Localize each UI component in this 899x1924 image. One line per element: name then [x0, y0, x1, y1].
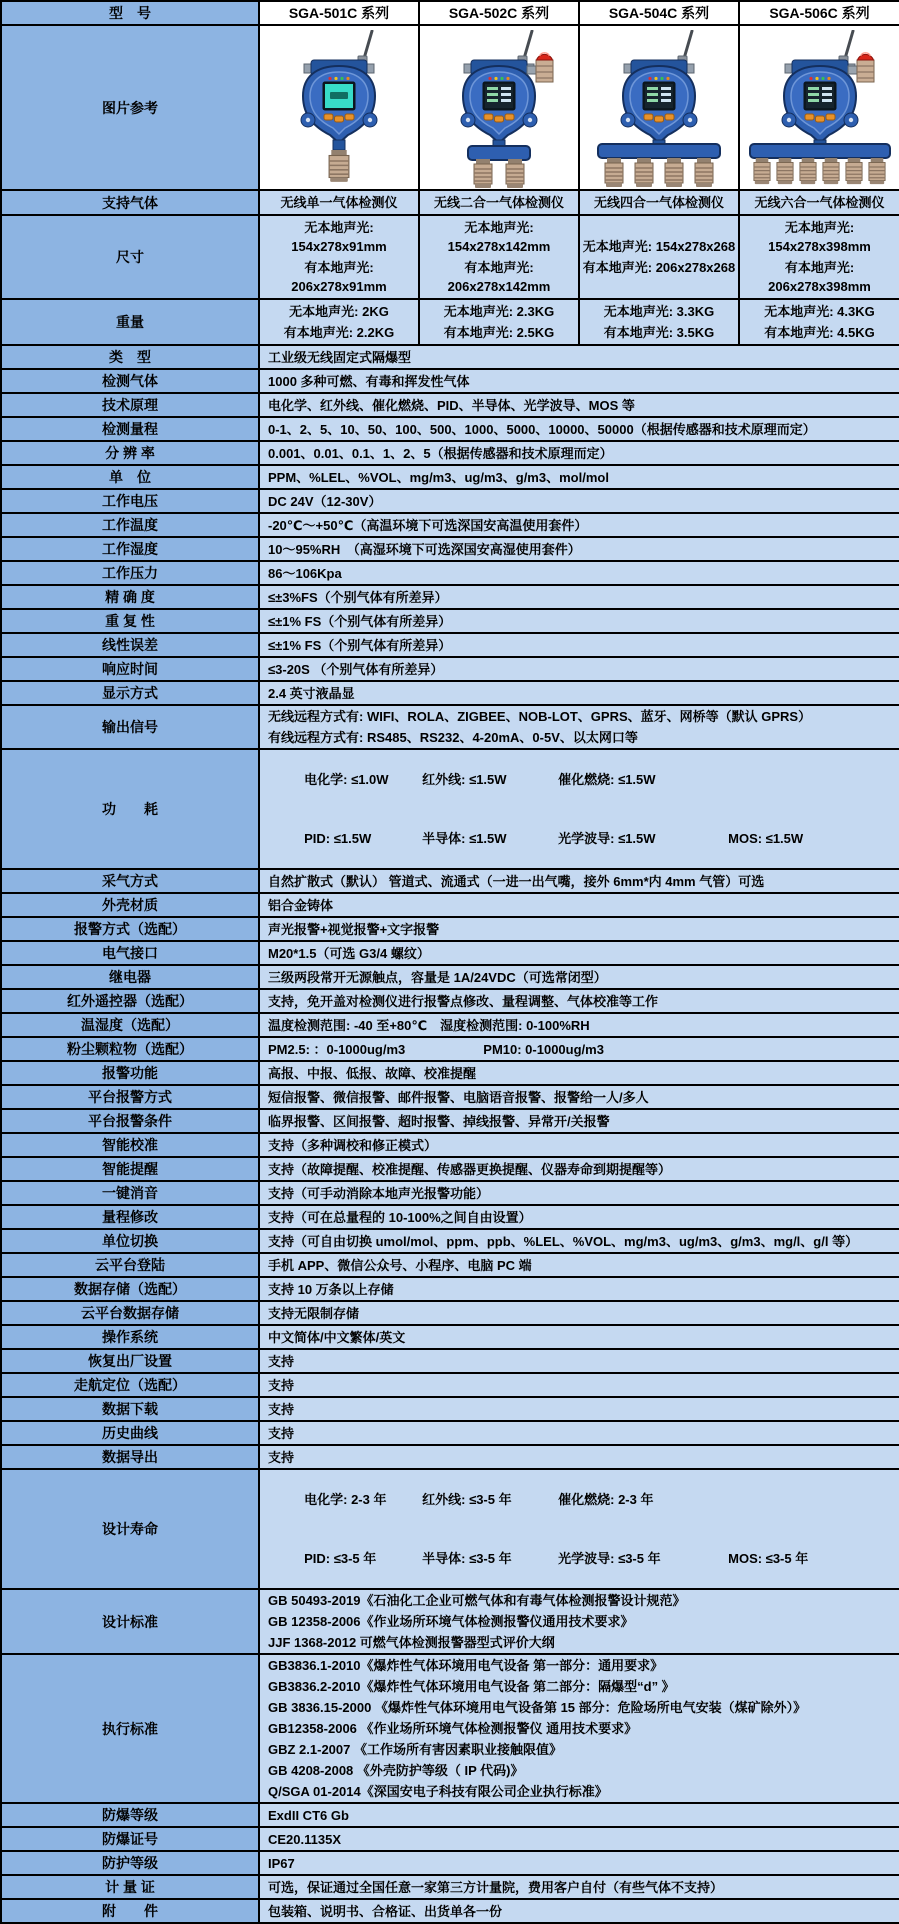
spec-line: GB 3836.15-2000 《爆炸性气体环境用电气设备第 15 部分：危险场所电气安装（煤矿除外）》 [268, 1700, 807, 1715]
spec-value [259, 893, 899, 917]
spec-line: GB 12358-2006《作业场所环境气体检测报警仪通用技术要求》 [268, 1614, 634, 1629]
weight-cell: 无本地声光: 4.3KG 有本地声光: 4.5KG [739, 299, 899, 345]
spec-line: 0-1、2、5、10、50、100、500、1000、5000、10000、50000（根据传感器和技术原理而定） [268, 421, 816, 437]
spec-row [1, 657, 899, 681]
spec-line: ExdII CT6 Gb [268, 1807, 349, 1823]
spec-value [259, 705, 899, 749]
spec-line: 声光报警+视觉报警+文字报警 [268, 921, 440, 937]
spec-row [1, 1397, 899, 1421]
spec-row [1, 1229, 899, 1253]
spec-label: 检测量程 [1, 417, 259, 441]
spec-line: 支持 [268, 1425, 295, 1441]
spec-label: 工作温度 [1, 513, 259, 537]
manifold [598, 144, 720, 158]
size-cell: 无本地声光: 154x278x91mm 有本地声光: 206x278x91mm [259, 215, 419, 299]
spec-line: ≤±1% FS（个别气体有所差异） [268, 613, 452, 629]
spec-row [1, 537, 899, 561]
spec-value [259, 345, 899, 369]
spec-value [259, 1349, 899, 1373]
spec-label: 分 辨 率 [1, 441, 259, 465]
spec-value [259, 465, 899, 489]
spec-line: 0.001、0.01、0.1、1、2、5（根据传感器和技术原理而定） [268, 445, 613, 461]
spec-value [259, 369, 899, 393]
spec-value [259, 681, 899, 705]
spec-label: 粉尘颗粒物（选配） [1, 1037, 259, 1061]
size-cell: 无本地声光: 154x278x268 有本地声光: 206x278x268 [579, 215, 739, 299]
spec-value [259, 633, 899, 657]
image-cell [419, 25, 579, 190]
spec-label: 采气方式 [1, 869, 259, 893]
spec-line: 无线远程方式有: WIFI、ROLA、ZIGBEE、NOB-LOT、GPRS、蓝牙、网桥等（默认 GPRS） [268, 709, 812, 724]
spec-line: GB 50493-2019《石油化工企业可燃气体和有毒气体检测报警设计规范》 [268, 1593, 686, 1608]
spec-line: 支持无限制存储 [268, 1305, 360, 1321]
spec-label: 继电器 [1, 965, 259, 989]
spec-line: 温度检测范围: -40 至+80℃ 湿度检测范围: 0-100%RH [268, 1017, 590, 1033]
spec-line: M20*1.5（可选 G3/4 螺纹） [268, 945, 430, 961]
spec-label: 响应时间 [1, 657, 259, 681]
spec-value [259, 489, 899, 513]
spec-line: GBZ 2.1-2007 《工作场所有害因素职业接触限值》 [268, 1742, 562, 1757]
spec-line: 临界报警、区间报警、超时报警、掉线报警、异常开/关报警 [268, 1113, 610, 1129]
spec-rows-block-3 [1, 1589, 899, 1923]
spec-row [1, 369, 899, 393]
spec-row [1, 1061, 899, 1085]
spec-row [1, 561, 899, 585]
spec-label: 一键消音 [1, 1181, 259, 1205]
spec-line: 支持 [268, 1353, 295, 1369]
spec-row [1, 1851, 899, 1875]
spec-row [1, 1109, 899, 1133]
spec-row [1, 441, 899, 465]
spec-row [1, 1589, 899, 1654]
spec-value [259, 1445, 899, 1469]
spec-label: 尺寸 [1, 215, 259, 299]
spec-row [1, 1421, 899, 1445]
spec-row [1, 1654, 899, 1803]
spec-row [1, 465, 899, 489]
spec-row [1, 1301, 899, 1325]
spec-line: 支持（故障提醒、校准提醒、传感器更换提醒、仪器寿命到期提醒等） [268, 1161, 672, 1177]
spec-value [259, 917, 899, 941]
spec-label: 类 型 [1, 345, 259, 369]
spec-line: 支持 [268, 1401, 295, 1417]
spec-label: 设计标准 [1, 1589, 259, 1654]
spec-value [259, 1061, 899, 1085]
spec-label: 走航定位（选配） [1, 1373, 259, 1397]
spec-row [1, 633, 899, 657]
power-segment: 红外线: ≤1.5W [422, 772, 507, 787]
spec-row [1, 893, 899, 917]
spec-line: ≤±1% FS（个别气体有所差异） [268, 637, 452, 653]
spec-line: CE20.1135X [268, 1831, 342, 1847]
spec-value [259, 749, 899, 869]
spec-row [1, 1085, 899, 1109]
spec-label: 附 件 [1, 1899, 259, 1923]
spec-value [259, 1654, 899, 1803]
spec-label: 数据存储（选配） [1, 1277, 259, 1301]
spec-value [259, 1253, 899, 1277]
spec-line: 三级两段常开无源触点，容量是 1A/24VDC（可选常闭型） [268, 969, 607, 985]
spec-row [1, 1133, 899, 1157]
spec-line: 高报、中报、低报、故障、校准提醒 [268, 1065, 477, 1081]
spec-line: 10～95%RH （高湿环境下可选深国安高湿使用套件） [268, 541, 581, 557]
spec-value [259, 513, 899, 537]
spec-row [1, 965, 899, 989]
spec-row [1, 1253, 899, 1277]
spec-value [259, 1277, 899, 1301]
device-image-sga-501c [264, 30, 414, 188]
spec-label: 输出信号 [1, 705, 259, 749]
spec-row [1, 1325, 899, 1349]
size-row [1, 215, 899, 299]
spec-label: 平台报警方式 [1, 1085, 259, 1109]
spec-line: ≤±3%FS（个别气体有所差异） [268, 589, 448, 605]
spec-value [259, 441, 899, 465]
spec-row [1, 705, 899, 749]
spec-label: 历史曲线 [1, 1421, 259, 1445]
spec-line: 短信报警、微信报警、邮件报警、电脑语音报警、报警给一人/多人 [268, 1089, 649, 1105]
lifetime-segment: 半导体: ≤3-5 年 [422, 1551, 512, 1566]
spec-row [1, 489, 899, 513]
spec-label: 精 确 度 [1, 585, 259, 609]
spec-row [1, 1013, 899, 1037]
manifold [750, 144, 890, 158]
spec-label: 恢复出厂设置 [1, 1349, 259, 1373]
spec-line: GB3836.1-2010《爆炸性气体环境用电气设备 第一部分：通用要求》 [268, 1658, 664, 1673]
header-and-fixed-rows [1, 1, 899, 345]
spec-row-power [1, 749, 899, 869]
spec-value [259, 1013, 899, 1037]
spec-row [1, 681, 899, 705]
spec-row [1, 1157, 899, 1181]
spec-value [259, 1397, 899, 1421]
spec-label: 功 耗 [1, 749, 259, 869]
spec-label: 防爆等级 [1, 1803, 259, 1827]
spec-line: 电化学、红外线、催化燃烧、PID、半导体、光学波导、MOS 等 [268, 397, 635, 413]
spec-row [1, 513, 899, 537]
model-name-sga-506c: SGA-506C 系列 [739, 1, 899, 25]
spec-label: 数据导出 [1, 1445, 259, 1469]
spec-line: GB12358-2006 《作业场所环境气体检测报警仪 通用技术要求》 [268, 1721, 638, 1736]
spec-row [1, 1349, 899, 1373]
supported-gas-row [1, 190, 899, 215]
spec-row [1, 917, 899, 941]
spec-row [1, 1181, 899, 1205]
spec-line: 支持 [268, 1449, 295, 1465]
spec-value [259, 657, 899, 681]
spec-value [259, 1325, 899, 1349]
spec-line: 支持（可在总量程的 10-100%之间自由设置） [268, 1209, 532, 1225]
spec-label: 重 复 性 [1, 609, 259, 633]
spec-line: 中文简体/中文繁体/英文 [268, 1329, 406, 1345]
spec-label: 电气接口 [1, 941, 259, 965]
model-name-sga-502c: SGA-502C 系列 [419, 1, 579, 25]
spec-row [1, 345, 899, 369]
spec-line: 铝合金铸体 [268, 897, 334, 913]
spec-label: 云平台登陆 [1, 1253, 259, 1277]
image-cell [739, 25, 899, 190]
spec-line: 有线远程方式有: RS485、RS232、4-20mA、0-5V、以太网口等 [268, 730, 638, 745]
supported-gas-cell: 无线单一气体检测仪 [259, 190, 419, 215]
spec-value [259, 1373, 899, 1397]
spec-row [1, 1827, 899, 1851]
spec-rows-block-1 [1, 345, 899, 749]
spec-row [1, 941, 899, 965]
spec-value [259, 585, 899, 609]
spec-value [259, 609, 899, 633]
spec-line: 支持 [268, 1377, 295, 1393]
spec-row [1, 1899, 899, 1923]
spec-value [259, 1181, 899, 1205]
power-segment: 催化燃烧: ≤1.5W [558, 772, 656, 787]
spec-value [259, 989, 899, 1013]
spec-value [259, 1157, 899, 1181]
spec-line: PM2.5: ：0-1000ug/m3 PM10: 0-1000ug/m3 [268, 1041, 604, 1057]
lifetime-row-block [1, 1469, 899, 1589]
spec-line: 1000 多种可燃、有毒和挥发性气体 [268, 373, 470, 389]
spec-value [259, 965, 899, 989]
spec-line: 支持，免开盖对检测仪进行报警点修改、量程调整、气体校准等工作 [268, 993, 659, 1009]
lifetime-segment: PID: ≤3-5 年 [304, 1551, 377, 1566]
spec-label: 智能校准 [1, 1133, 259, 1157]
spec-line: 2.4 英寸液晶显 [268, 685, 355, 701]
spec-row [1, 1277, 899, 1301]
spec-line: 86～106Kpa [268, 565, 342, 581]
weight-cell: 无本地声光: 3.3KG 有本地声光: 3.5KG [579, 299, 739, 345]
spec-line: JJF 1368-2012 可燃气体检测报警器型式评价大纲 [268, 1635, 555, 1650]
spec-value [259, 537, 899, 561]
spec-label: 报警方式（选配） [1, 917, 259, 941]
size-cell: 无本地声光: 154x278x142mm 有本地声光: 206x278x142mm [419, 215, 579, 299]
spec-line: -20℃～+50℃（高温环境下可选深国安高温使用套件） [268, 517, 588, 533]
model-name-sga-504c: SGA-504C 系列 [579, 1, 739, 25]
spec-row [1, 1205, 899, 1229]
spec-line: GB3836.2-2010《爆炸性气体环境用电气设备 第二部分：隔爆型“d” 》 [268, 1679, 675, 1694]
spec-line: ≤3-20S （个别气体有所差异） [268, 661, 444, 677]
spec-label: 外壳材质 [1, 893, 259, 917]
spec-value [259, 561, 899, 585]
spec-line: 手机 APP、微信公众号、小程序、电脑 PC 端 [268, 1257, 532, 1273]
image-cell [259, 25, 419, 190]
image-row-label: 图片参考 [1, 25, 259, 190]
spec-row [1, 989, 899, 1013]
spec-value [259, 417, 899, 441]
lifetime-segment: 红外线: ≤3-5 年 [422, 1492, 512, 1507]
supported-gas-cell: 无线六合一气体检测仪 [739, 190, 899, 215]
spec-label: 红外遥控器（选配） [1, 989, 259, 1013]
device-image-sga-506c [745, 30, 895, 188]
spec-row [1, 869, 899, 893]
size-cell: 无本地声光: 154x278x398mm 有本地声光: 206x278x398mm [739, 215, 899, 299]
spec-label: 线性误差 [1, 633, 259, 657]
spec-line: 自然扩散式（默认） 管道式、流通式（一进一出气嘴，接外 6mm*内 4mm 气管）可选 [268, 873, 765, 889]
spec-label: 工作压力 [1, 561, 259, 585]
spec-line: 支持（可手动消除本地声光报警功能） [268, 1185, 490, 1201]
weight-row [1, 299, 899, 345]
weight-cell: 无本地声光: 2.3KG 有本地声光: 2.5KG [419, 299, 579, 345]
spec-label: 防护等级 [1, 1851, 259, 1875]
spec-label: 平台报警条件 [1, 1109, 259, 1133]
spec-row [1, 1445, 899, 1469]
power-segment: 半导体: ≤1.5W [422, 831, 507, 846]
spec-label: 单位切换 [1, 1229, 259, 1253]
spec-label: 智能提醒 [1, 1157, 259, 1181]
device-image-sga-502c [424, 30, 574, 188]
spec-label: 单 位 [1, 465, 259, 489]
spec-row [1, 609, 899, 633]
spec-label: 量程修改 [1, 1205, 259, 1229]
spec-label: 计 量 证 [1, 1875, 259, 1899]
image-row [1, 25, 899, 190]
spec-rows-block-2 [1, 869, 899, 1469]
spec-row [1, 1803, 899, 1827]
spec-value [259, 1589, 899, 1654]
spec-row [1, 417, 899, 441]
power-segment: 光学波导: ≤1.5W [558, 831, 656, 846]
spec-value [259, 869, 899, 893]
spec-line: 工业级无线固定式隔爆型 [268, 349, 412, 365]
spec-value [259, 1133, 899, 1157]
power-row-block [1, 749, 899, 869]
spec-line: IP67 [268, 1855, 295, 1871]
spec-line: 可选，保证通过全国任意一家第三方计量院，费用客户自付（有些气体不支持） [268, 1879, 724, 1895]
spec-row [1, 1373, 899, 1397]
weight-cell: 无本地声光: 2KG 有本地声光: 2.2KG [259, 299, 419, 345]
spec-row [1, 585, 899, 609]
manifold [468, 146, 530, 160]
spec-line: 支持 10 万条以上存储 [268, 1281, 394, 1297]
spec-line: PPM、%LEL、%VOL、mg/m3、ug/m3、g/m3、mol/mol [268, 469, 609, 485]
spec-line: Q/SGA 01-2014《深国安电子科技有限公司企业执行标准》 [268, 1784, 608, 1799]
spec-label: 支持气体 [1, 190, 259, 215]
model-header-row [1, 1, 899, 25]
spec-value [259, 1827, 899, 1851]
spec-label: 执行标准 [1, 1654, 259, 1803]
spec-label: 工作湿度 [1, 537, 259, 561]
spec-value [259, 393, 899, 417]
lifetime-segment: MOS: ≤3-5 年 [728, 1551, 809, 1566]
spec-value [259, 1803, 899, 1827]
spec-value [259, 1301, 899, 1325]
spec-label: 设计寿命 [1, 1469, 259, 1589]
spec-row [1, 393, 899, 417]
spec-label: 报警功能 [1, 1061, 259, 1085]
spec-label: 数据下载 [1, 1397, 259, 1421]
spec-value [259, 1109, 899, 1133]
spec-row [1, 1037, 899, 1061]
spec-value [259, 1421, 899, 1445]
spec-label: 显示方式 [1, 681, 259, 705]
power-segment: PID: ≤1.5W [304, 831, 372, 846]
spec-value [259, 1205, 899, 1229]
spec-label: 云平台数据存储 [1, 1301, 259, 1325]
device-image-sga-504c [584, 30, 734, 188]
spec-value [259, 1851, 899, 1875]
spec-value [259, 1037, 899, 1061]
spec-line: 支持（多种调校和修正模式） [268, 1137, 438, 1153]
spec-line: 支持（可自由切换 umol/mol、ppm、ppb、%LEL、%VOL、mg/m3、ug/m3、g/m3、mg/l、g/l 等） [268, 1233, 859, 1249]
image-cell [579, 25, 739, 190]
lifetime-segment: 电化学: 2-3 年 [304, 1492, 387, 1507]
spec-line: 包装箱、说明书、合格证、出货单各一份 [268, 1903, 503, 1919]
lifetime-segment: 催化燃烧: 2-3 年 [558, 1492, 654, 1507]
supported-gas-cell: 无线四合一气体检测仪 [579, 190, 739, 215]
supported-gas-cell: 无线二合一气体检测仪 [419, 190, 579, 215]
spec-row-lifetime [1, 1469, 899, 1589]
spec-value [259, 1085, 899, 1109]
spec-label: 操作系统 [1, 1325, 259, 1349]
spec-value [259, 1469, 899, 1589]
spec-value [259, 1229, 899, 1253]
spec-value [259, 941, 899, 965]
spec-line: DC 24V（12-30V） [268, 493, 382, 509]
spec-label: 防爆证号 [1, 1827, 259, 1851]
power-segment: 电化学: ≤1.0W [304, 772, 389, 787]
model-header-label: 型 号 [1, 1, 259, 25]
spec-line: GB 4208-2008 《外壳防护等级（ IP 代码)》 [268, 1763, 524, 1778]
spec-label: 温湿度（选配） [1, 1013, 259, 1037]
model-name-sga-501c: SGA-501C 系列 [259, 1, 419, 25]
lifetime-segment: 光学波导: ≤3-5 年 [558, 1551, 661, 1566]
spec-label: 工作电压 [1, 489, 259, 513]
spec-label: 重量 [1, 299, 259, 345]
spec-value [259, 1899, 899, 1923]
spec-value [259, 1875, 899, 1899]
spec-label: 检测气体 [1, 369, 259, 393]
power-segment: MOS: ≤1.5W [728, 831, 804, 846]
spec-row [1, 1875, 899, 1899]
spec-label: 技术原理 [1, 393, 259, 417]
